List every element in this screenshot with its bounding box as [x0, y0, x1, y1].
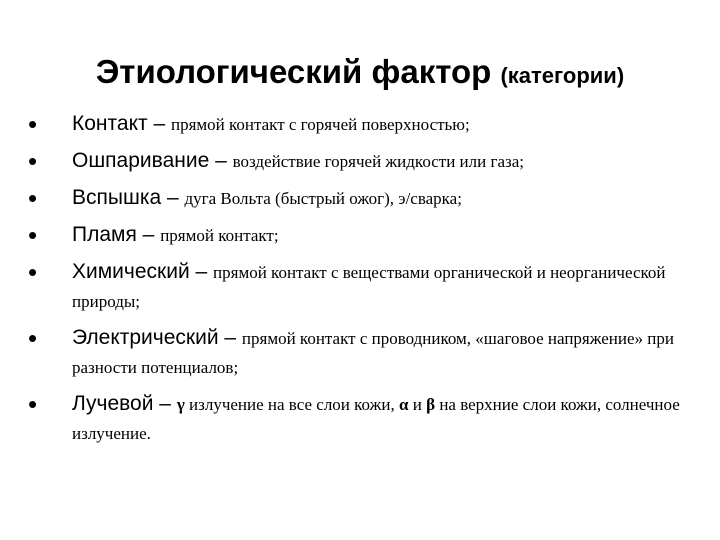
bullet-desc-end: на верхние слои кожи, солнечное излучение.	[72, 395, 680, 443]
bullet-desc: излучение на все слои кожи,	[184, 395, 399, 414]
bullet-head: Пламя –	[72, 223, 161, 246]
conjunction-and: и	[408, 395, 427, 414]
bullet-flame	[28, 221, 698, 251]
bullet-desc: воздействие горячей жидкости или газа;	[232, 152, 524, 171]
bullet-marker: •	[28, 183, 38, 213]
bullet-head: Ошпаривание –	[72, 149, 233, 172]
bullet-head: Химический –	[72, 260, 214, 283]
bullet-contact	[28, 110, 698, 140]
bullet-scalding	[28, 147, 698, 177]
title-subtitle: (категории)	[500, 63, 625, 88]
slide-title	[0, 50, 720, 98]
bullet-marker: •	[28, 323, 38, 353]
bullet-desc: прямой контакт;	[160, 226, 279, 245]
bullet-marker: •	[28, 146, 38, 176]
bullet-list	[28, 110, 698, 456]
bullet-head: Электрический –	[72, 326, 242, 349]
gamma-symbol: γ	[176, 395, 185, 414]
bullet-marker: •	[28, 109, 38, 139]
bullet-desc: дуга Вольта (быстрый ожог), э/сварка;	[184, 189, 462, 208]
bullet-chemical	[28, 258, 698, 317]
bullet-head: Вспышка –	[72, 186, 185, 209]
bullet-flash	[28, 184, 698, 214]
bullet-head: Контакт –	[72, 112, 171, 135]
bullet-marker: •	[28, 257, 38, 287]
bullet-radiation	[28, 390, 698, 449]
bullet-electrical	[28, 324, 698, 383]
beta-symbol: β	[426, 395, 436, 414]
alpha-symbol: α	[398, 395, 409, 414]
bullet-desc: прямой контакт с веществами органической и неорганической природы;	[72, 263, 666, 311]
bullet-head: Лучевой –	[72, 392, 177, 415]
title-main: Этиологический фактор	[95, 53, 492, 90]
bullet-desc: прямой контакт с горячей поверхностью;	[170, 115, 470, 134]
bullet-desc: прямой контакт с проводником, «шаговое напряжение» при разности потенциалов;	[72, 329, 674, 377]
bullet-marker: •	[28, 220, 38, 250]
bullet-marker: •	[28, 389, 38, 419]
